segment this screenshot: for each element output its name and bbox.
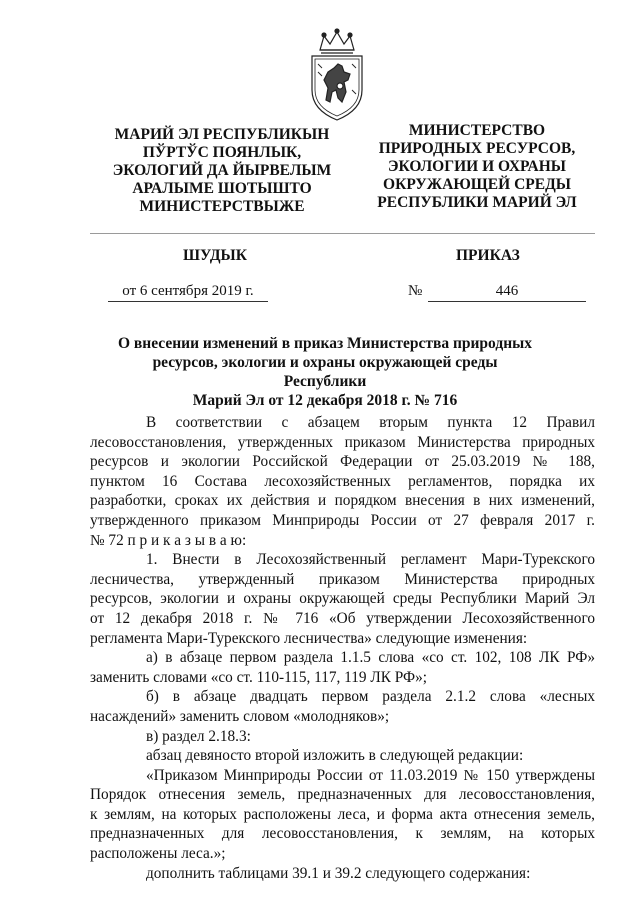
order-date: от 6 сентября 2019 г.: [108, 282, 268, 302]
body-line: б) в абзаце двадцать первом раздела 2.1.2 слова «лесных: [146, 688, 595, 706]
header-line: ЭКОЛОГИЙ ДА ЙЫРВЕЛЫМ: [112, 162, 332, 179]
body-line: № 72 п р и к а з ы в а ю:: [90, 531, 247, 549]
body-line: пунктом 16 Состава лесохозяйственных регламентов, порядка их: [90, 472, 595, 490]
body-line: утвержденного приказом Минприроды России от 27 февраля 2017 г.: [90, 511, 595, 529]
body-line: к землям, на которых расположены леса, и форма акта отнесения земель,: [90, 805, 595, 823]
body-line: предназначенных для лесовосстановления, к землям, на которых: [90, 825, 595, 843]
header-line: ПЎРТЎС ПОЯНЛЫК,: [142, 144, 302, 161]
body-line: ресурсов, экологии и охраны окружающей среды Республики Марий Эл: [90, 590, 595, 608]
body-line: заменить словами «со ст. 110-115, 117, 119 ЛК РФ»;: [90, 668, 427, 686]
body-line: разработки, сроках их действия и порядком внесения в них изменений,: [90, 492, 595, 510]
body-line: регламента Мари-Турекского лесничества» следующие изменения:: [90, 629, 528, 647]
body-line: ресурсов и экологии Российской Федерации от 25.03.2019 № 188,: [90, 453, 595, 471]
body-line: лесничества, утвержденный приказом Министерства природных: [90, 570, 595, 588]
header-line: ЭКОЛОГИИ И ОХРАНЫ: [387, 158, 567, 175]
body-line: «Приказом Минприроды России от 11.03.2019 № 150 утверждены: [146, 766, 595, 784]
body-line: лесовосстановления, утвержденных приказом Министерства природных: [90, 433, 595, 451]
subject-line: О внесении изменений в приказ Министерства природных: [118, 335, 532, 352]
header-line: МИНИСТЕРСТВЫЖЕ: [139, 198, 305, 215]
body-line: 1. Внести в Лесохозяйственный регламент Мари-Турекского: [146, 551, 595, 569]
header-mari-ministry: [96, 126, 348, 216]
header-divider: [90, 233, 595, 234]
subject-line: ресурсов, экологии и охраны окружающей среды Республики: [152, 354, 498, 390]
header-line: РЕСПУБЛИКИ МАРИЙ ЭЛ: [377, 194, 577, 211]
doc-type-russian: ПРИКАЗ: [456, 247, 520, 264]
number-sign: №: [408, 283, 423, 299]
header-russian-ministry: [358, 122, 596, 212]
body-line: насаждений» заменить словом «молодняков»;: [90, 707, 390, 725]
body-line: в) раздел 2.18.3:: [146, 727, 251, 745]
doc-type-mari: ШУДЫК: [183, 247, 247, 264]
body-line: а) в абзаце первом раздела 1.1.5 слова «со ст. 102, 108 ЛК РФ»: [146, 649, 595, 667]
body-line: В соответствии с абзацем вторым пункта 12 Правил: [146, 414, 595, 431]
body-line: расположены леса.»;: [90, 845, 226, 863]
order-number: 446: [428, 282, 586, 302]
order-body: [90, 413, 595, 883]
header-line: ПРИРОДНЫХ РЕСУРСОВ,: [378, 140, 576, 157]
body-line: от 12 декабря 2018 г. № 716 «Об утверждении Лесохозяйственного: [90, 609, 595, 627]
body-line: дополнить таблицами 39.1 и 39.2 следующего содержания:: [146, 864, 531, 882]
header-line: ОКРУЖАЮЩЕЙ СРЕДЫ: [383, 176, 571, 193]
body-line: абзац девяносто второй изложить в следующей редакции:: [146, 747, 524, 765]
coat-of-arms-emblem: [300, 28, 374, 124]
order-subject: [110, 334, 540, 410]
header-line: МАРИЙ ЭЛ РЕСПУБЛИКЫН: [114, 126, 330, 143]
header-line: АРАЛЫМЕ ШОТЫШТО: [132, 180, 312, 197]
body-line: Порядок отнесения земель, предназначенных для лесовосстановления,: [90, 786, 595, 804]
subject-line: Марий Эл от 12 декабря 2018 г. № 716: [192, 392, 458, 409]
header-line: МИНИСТЕРСТВО: [408, 122, 546, 139]
